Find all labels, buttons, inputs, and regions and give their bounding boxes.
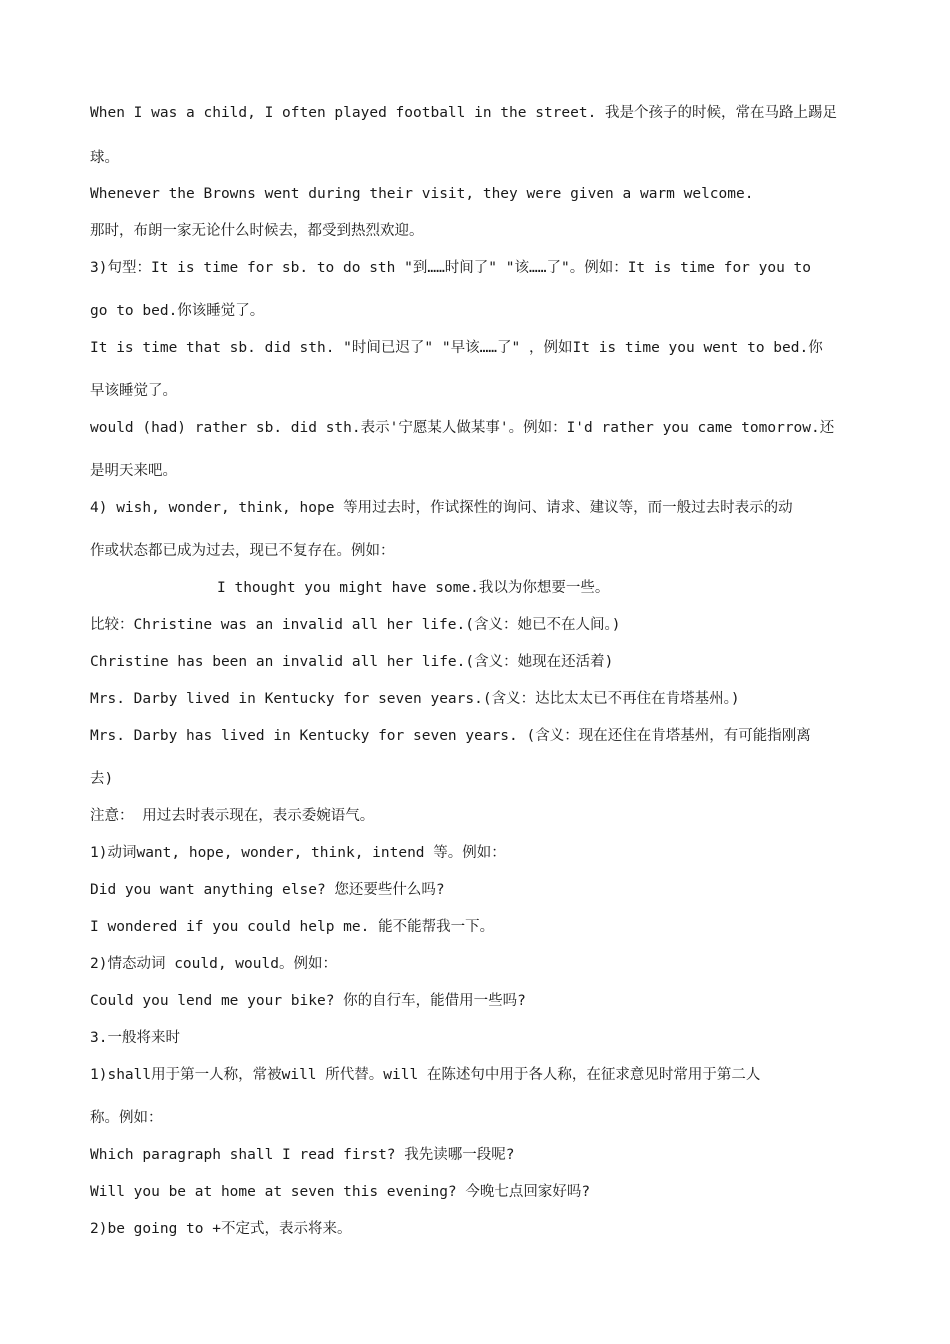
text-line: 是明天来吧。 bbox=[90, 463, 177, 479]
text-line: 球。 bbox=[90, 150, 119, 166]
text-line: It is time that sb. did sth. "时间已迟了" "早该……了" ，例如It is time you went to bed.你 bbox=[90, 340, 823, 356]
text-line: 去) bbox=[90, 771, 114, 787]
text-line: 注意： 用过去时表示现在，表示委婉语气。 bbox=[90, 808, 375, 824]
text-line: 早该睡觉了。 bbox=[90, 383, 177, 399]
text-line: Will you be at home at seven this evening? 今晚七点回家好吗? bbox=[90, 1184, 591, 1200]
text-line: 作或状态都已成为过去，现已不复存在。例如： bbox=[90, 543, 395, 559]
text-line: 比较：Christine was an invalid all her life.(含义：她已不在人间。) bbox=[90, 617, 621, 633]
text-line: Mrs. Darby lived in Kentucky for seven years.(含义：达比太太已不再住在肯塔基州。) bbox=[90, 691, 740, 707]
section-heading: 3.一般将来时 bbox=[90, 1030, 180, 1046]
text-line: 那时，布朗一家无论什么时候去，都受到热烈欢迎。 bbox=[90, 223, 424, 239]
text-line: Did you want anything else? 您还要些什么吗? bbox=[90, 882, 445, 898]
text-line: 3)句型：It is time for sb. to do sth "到……时间了" "该……了"。例如：It is time for you to bbox=[90, 260, 812, 276]
text-line: When I was a child, I often played football in the street. 我是个孩子的时候，常在马路上踢足 bbox=[90, 105, 838, 121]
text-line: Whenever the Browns went during their visit, they were given a warm welcome. bbox=[90, 186, 754, 202]
text-line: 1)shall用于第一人称，常被will 所代替。will 在陈述句中用于各人称，在征求意见时常用于第二人 bbox=[90, 1067, 761, 1083]
text-line: Mrs. Darby has lived in Kentucky for seven years. (含义：现在还住在肯塔基州，有可能指刚离 bbox=[90, 728, 811, 744]
text-line: 1)动词want, hope, wonder, think, intend 等。例如： bbox=[90, 845, 506, 861]
text-line: 4) wish, wonder, think, hope 等用过去时，作试探性的询问、请求、建议等，而一般过去时表示的动 bbox=[90, 500, 793, 516]
text-line: Which paragraph shall I read first? 我先读哪一段呢? bbox=[90, 1147, 515, 1163]
text-line: go to bed.你该睡觉了。 bbox=[90, 303, 265, 319]
text-line: 称。例如： bbox=[90, 1110, 163, 1126]
text-line: 2)be going to +不定式，表示将来。 bbox=[90, 1221, 352, 1237]
text-line: 2)情态动词 could, would。例如： bbox=[90, 956, 337, 972]
text-line: Christine has been an invalid all her life.(含义：她现在还活着) bbox=[90, 654, 614, 670]
example-line: I thought you might have some.我以为你想要一些。 bbox=[217, 580, 610, 596]
text-line: Could you lend me your bike? 你的自行车，能借用一些吗? bbox=[90, 993, 526, 1009]
text-line: I wondered if you could help me. 能不能帮我一下。 bbox=[90, 919, 495, 935]
text-line: would (had) rather sb. did sth.表示'宁愿某人做某事'。例如：I'd rather you came tomorrow.还 bbox=[90, 420, 835, 436]
